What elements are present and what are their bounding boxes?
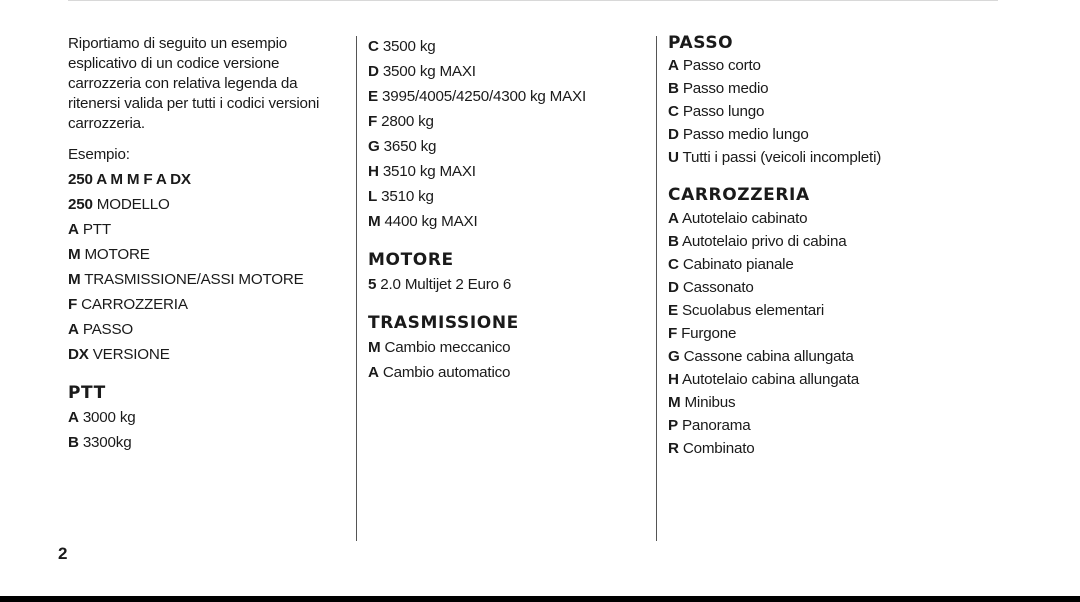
- ptt-item: [368, 209, 648, 234]
- item-label: 3510 kg: [381, 188, 434, 205]
- item-code: C: [368, 38, 379, 55]
- item-code: P: [668, 417, 678, 434]
- legend-item: [68, 242, 348, 267]
- item-code: DX: [68, 346, 89, 363]
- item-code: A: [68, 221, 79, 238]
- ptt-item: [368, 84, 648, 109]
- item-code: 5: [368, 276, 377, 293]
- passo-item: [668, 100, 988, 123]
- item-label: 3500 kg MAXI: [382, 63, 476, 80]
- item-code: M: [368, 213, 381, 230]
- carrozzeria-item: [668, 207, 988, 230]
- legend-item: [68, 267, 348, 292]
- trasmissione-heading: TRASMISSIONE: [368, 313, 519, 333]
- legend-list: [68, 192, 348, 367]
- column-divider-1: [356, 36, 357, 541]
- item-code: D: [368, 63, 379, 80]
- example-code: 250 A M M F A DX: [68, 171, 191, 188]
- ptt-item: [368, 184, 648, 209]
- item-label: 2.0 Multijet 2 Euro 6: [380, 276, 512, 293]
- item-label: 3000 kg: [82, 409, 136, 426]
- item-label: MODELLO: [96, 196, 170, 213]
- item-code: D: [668, 279, 679, 296]
- item-label: Cassone cabina allungata: [683, 348, 854, 365]
- item-label: PASSO: [82, 321, 134, 338]
- column-divider-2: [656, 36, 657, 541]
- item-code: M: [68, 246, 81, 263]
- item-code: E: [368, 88, 378, 105]
- item-label: 3510 kg MAXI: [382, 163, 476, 180]
- passo-item: [668, 77, 988, 100]
- ptt-item: [368, 159, 648, 184]
- item-label: PTT: [82, 221, 111, 238]
- item-label: Cambio meccanico: [384, 339, 511, 356]
- item-label: Passo lungo: [682, 103, 765, 120]
- ptt-item: [368, 59, 648, 84]
- item-label: Minibus: [684, 394, 736, 411]
- carrozzeria-item: [668, 322, 988, 345]
- legend-item: [68, 217, 348, 242]
- item-code: A: [368, 364, 379, 381]
- item-code: D: [668, 126, 679, 143]
- ptt-item: [68, 430, 348, 455]
- carrozzeria-item: [668, 414, 988, 437]
- passo-item: [668, 123, 988, 146]
- item-label: Autotelaio cabinato: [681, 210, 808, 227]
- ptt-item: [68, 405, 348, 430]
- carrozzeria-item: [668, 391, 988, 414]
- item-label: Cabinato pianale: [682, 256, 794, 273]
- legend-item: [68, 317, 348, 342]
- item-code: A: [68, 409, 79, 426]
- item-code: H: [368, 163, 379, 180]
- legend-item: [68, 342, 348, 367]
- legend-item: [68, 192, 348, 217]
- item-code: M: [68, 271, 81, 288]
- example-label: Esempio:: [68, 146, 130, 163]
- item-label: Passo medio: [682, 80, 769, 97]
- item-label: Passo corto: [682, 57, 761, 74]
- item-label: Tutti i passi (veicoli incompleti): [682, 149, 882, 166]
- column-3: [668, 34, 988, 460]
- carrozzeria-item: [668, 276, 988, 299]
- ptt-item: [368, 34, 648, 59]
- item-code: C: [668, 103, 679, 120]
- motore-heading: MOTORE: [368, 250, 454, 270]
- item-code: G: [668, 348, 680, 365]
- column-2: [368, 34, 648, 385]
- item-label: Cassonato: [682, 279, 754, 296]
- item-label: 3650 kg: [383, 138, 437, 155]
- item-label: 3500 kg: [382, 38, 436, 55]
- item-label: Cambio automatico: [382, 364, 511, 381]
- item-label: Autotelaio cabina allungata: [681, 371, 859, 388]
- item-label: Passo medio lungo: [682, 126, 809, 143]
- column-1: [68, 34, 348, 455]
- trasmissione-item: [368, 335, 648, 360]
- item-code: B: [68, 434, 79, 451]
- item-label: Combinato: [682, 440, 755, 457]
- item-code: U: [668, 149, 679, 166]
- item-code: A: [68, 321, 79, 338]
- item-label: MOTORE: [84, 246, 150, 263]
- item-code: C: [668, 256, 679, 273]
- page-number: 2: [58, 544, 68, 563]
- item-code: A: [668, 57, 679, 74]
- item-code: B: [668, 80, 679, 97]
- item-label: VERSIONE: [92, 346, 170, 363]
- item-code: 250: [68, 196, 93, 213]
- item-label: 3995/4005/4250/4300 kg MAXI: [381, 88, 586, 105]
- item-label: TRASMISSIONE/ASSI MOTORE: [84, 271, 304, 288]
- item-code: F: [668, 325, 678, 342]
- motore-item: [368, 272, 648, 297]
- carrozzeria-item: [668, 345, 988, 368]
- item-code: H: [668, 371, 679, 388]
- item-label: CARROZZERIA: [81, 296, 188, 313]
- item-code: F: [68, 296, 78, 313]
- bottom-bar: [0, 596, 1080, 602]
- item-code: A: [668, 210, 679, 227]
- carrozzeria-item: [668, 230, 988, 253]
- item-label: Scuolabus elementari: [681, 302, 825, 319]
- item-code: E: [668, 302, 678, 319]
- passo-item: [668, 146, 988, 169]
- item-code: M: [668, 394, 681, 411]
- item-code: F: [368, 113, 378, 130]
- intro-paragraph: Riportiamo di seguito un esempio esplicativo di un codice versione carrozzeria con relativa legenda da ritenersi valida per tutti i codici versioni carrozzeria.: [68, 35, 320, 132]
- top-rule: [68, 0, 998, 1]
- item-label: Furgone: [681, 325, 737, 342]
- item-code: M: [368, 339, 381, 356]
- ptt-item: [368, 134, 648, 159]
- item-label: Panorama: [681, 417, 751, 434]
- trasmissione-item: [368, 360, 648, 385]
- ptt-item: [368, 109, 648, 134]
- item-label: 4400 kg MAXI: [384, 213, 478, 230]
- item-code: R: [668, 440, 679, 457]
- legend-item: [68, 292, 348, 317]
- item-label: 3300kg: [82, 434, 132, 451]
- carrozzeria-item: [668, 299, 988, 322]
- item-label: 2800 kg: [381, 113, 434, 130]
- carrozzeria-item: [668, 437, 988, 460]
- carrozzeria-heading: CARROZZERIA: [668, 185, 810, 205]
- passo-item: [668, 54, 988, 77]
- carrozzeria-item: [668, 368, 988, 391]
- carrozzeria-item: [668, 253, 988, 276]
- item-code: G: [368, 138, 380, 155]
- item-code: L: [368, 188, 378, 205]
- item-code: B: [668, 233, 679, 250]
- ptt-heading: PTT: [68, 383, 106, 403]
- passo-heading: PASSO: [668, 33, 734, 53]
- item-label: Autotelaio privo di cabina: [681, 233, 847, 250]
